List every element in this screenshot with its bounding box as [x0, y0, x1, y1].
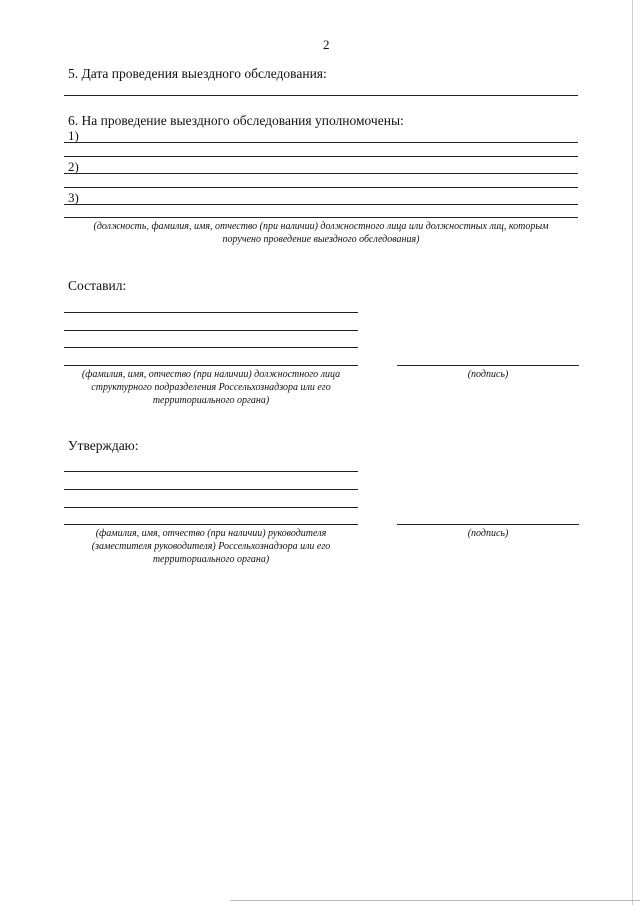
authorized-caption-line-2: поручено проведение выездного обследования) [222, 234, 420, 245]
approved-caption-line-2: (заместителя руководителя) Россельхознадзора или его [91, 541, 331, 552]
compiled-caption-line-3: территориального органа) [152, 395, 270, 406]
authorized-caption [64, 220, 578, 246]
compiled-line-4 [64, 365, 358, 366]
approved-caption-line-1: (фамилия, имя, отчество (при наличии) руководителя [95, 528, 327, 539]
approved-caption [64, 527, 358, 566]
section-6-title: 6. На проведение выездного обследования уполномочены: [68, 113, 404, 128]
compiled-caption-line-1: (фамилия, имя, отчество (при наличии) должностного лица [81, 369, 341, 380]
authorized-item-3-line [64, 204, 578, 205]
approved-line-1 [64, 471, 358, 472]
compiled-line-3 [64, 347, 358, 348]
approved-signature-line [397, 524, 579, 525]
compiled-caption [64, 368, 358, 407]
section-5-title: 5. Дата проведения выездного обследования: [68, 66, 327, 81]
authorized-item-1-label: 1) [68, 128, 79, 143]
approved-signature-caption: (подпись) [467, 528, 509, 539]
authorized-item-3-label: 3) [68, 190, 79, 205]
approved-line-3 [64, 507, 358, 508]
scan-edge-bottom [230, 900, 640, 901]
compiled-line-2 [64, 330, 358, 331]
authorized-item-1-line-b [64, 156, 578, 157]
authorized-item-2-label: 2) [68, 159, 79, 174]
compiled-line-1 [64, 312, 358, 313]
authorized-item-2-line [64, 173, 578, 174]
compiled-signature-line [397, 365, 579, 366]
authorized-item-2-line-b [64, 187, 578, 188]
compiled-signature-caption: (подпись) [467, 369, 509, 380]
compiled-caption-line-2: структурного подразделения Россельхознадзора или его [91, 382, 331, 393]
section-5-fill-line [64, 95, 578, 96]
approved-caption-line-3: территориального органа) [152, 554, 270, 565]
approved-label: Утверждаю: [68, 438, 139, 453]
scan-edge-right [632, 0, 633, 905]
authorized-item-1-line [64, 142, 578, 143]
authorized-item-3-line-b [64, 217, 578, 218]
approved-line-4 [64, 524, 358, 525]
approved-line-2 [64, 489, 358, 490]
page-number: 2 [323, 37, 330, 52]
compiled-label: Составил: [68, 278, 127, 293]
authorized-caption-line-1: (должность, фамилия, имя, отчество (при наличии) должностного лица или должностных лиц, которым [93, 221, 549, 232]
